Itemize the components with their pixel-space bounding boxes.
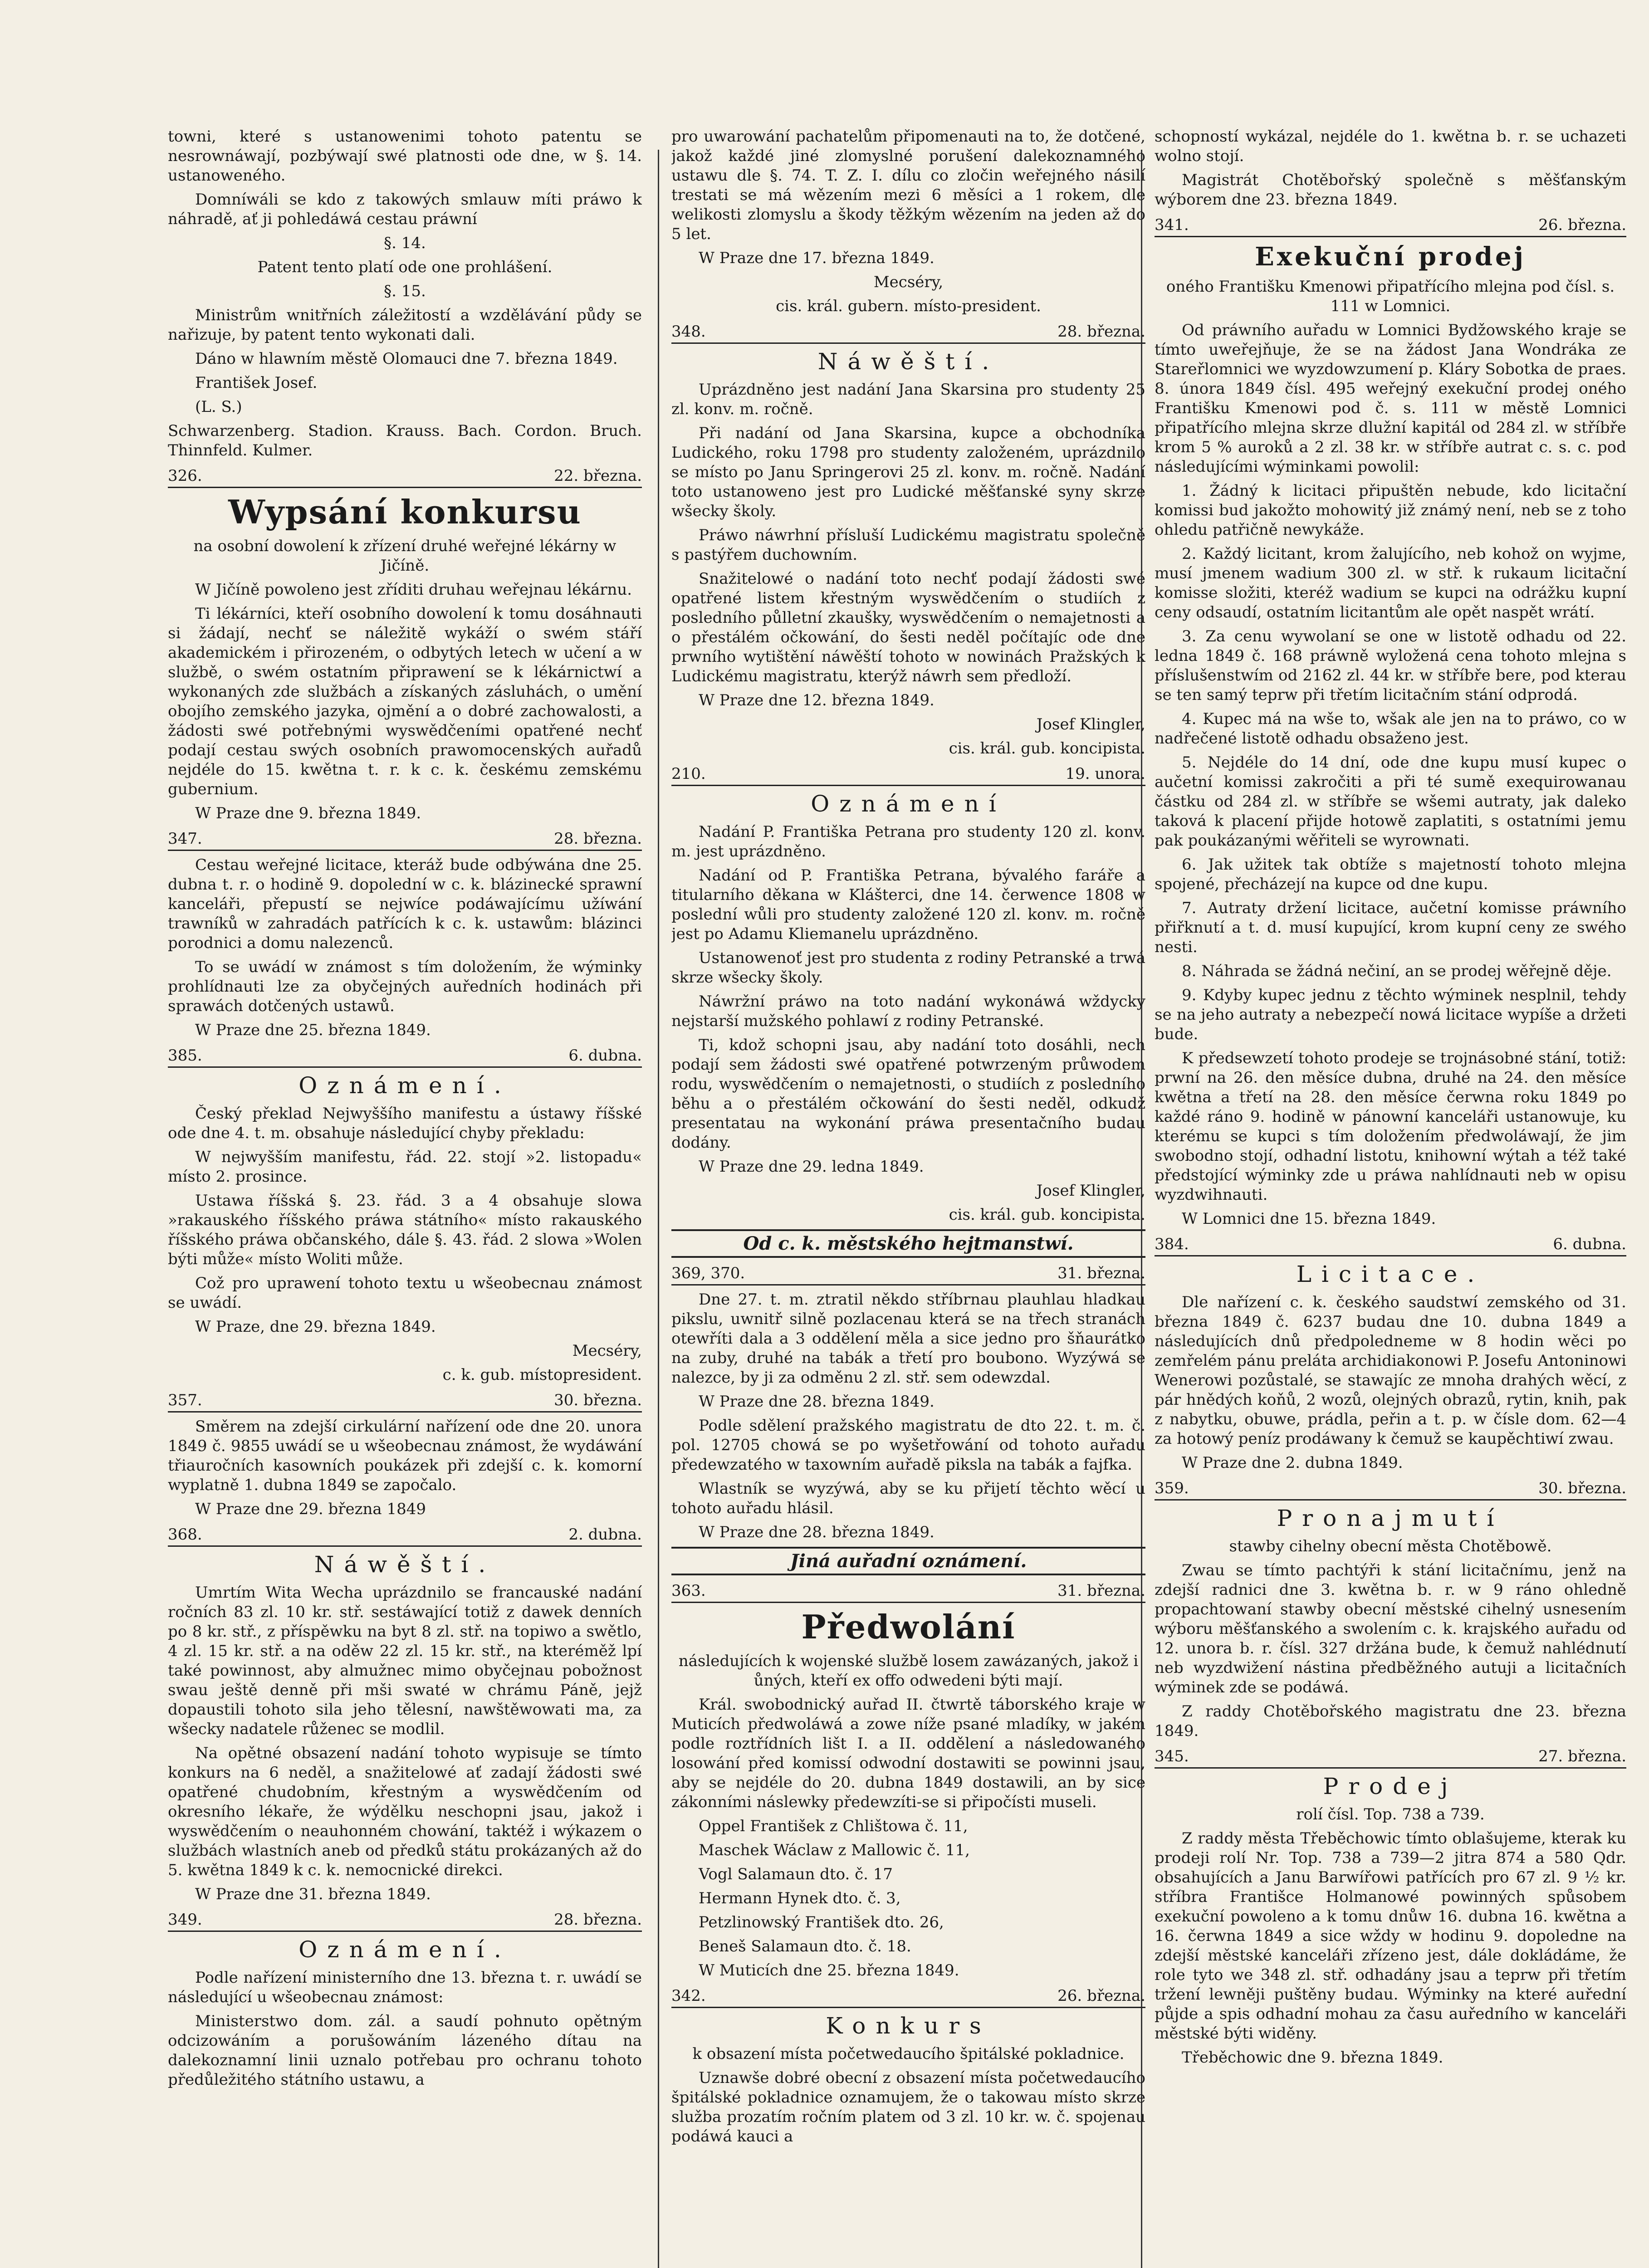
notice-title: Oznámení. (298, 1072, 511, 1099)
notice-title: Oznámení. (298, 1936, 511, 1963)
notice-number: 341. (1155, 216, 1189, 234)
signature: František Josef. (195, 374, 318, 392)
notice-number: 385. (168, 1046, 202, 1065)
paragraph: Ti, kdož schopni jsau, aby nadání toto dosáhli, nech podají sem žádosti swé opatřené potwrzeným průwodem rodu, wyswědčením o nemajetnosti, o studiích z posledního běhu a o přestálém očkowání do šesti neděl, odkudž presentatau na wykonání práwa presentačního budau dodány. (671, 1036, 1145, 1152)
notice-number: 368. (168, 1525, 202, 1544)
paragraph: Práwo náwrhní přísluší Ludickému magistratu společně s pastýřem duchowním. (671, 526, 1145, 564)
notice-number: 357. (168, 1391, 202, 1409)
paragraph: W Praze dne 31. března 1849. (195, 1885, 431, 1903)
list-item: Beneš Salamaun dto. č. 18. (699, 1937, 911, 1955)
paragraph: W Praze dne 29. ledna 1849. (699, 1158, 924, 1176)
paragraph: Domníwáli se kdo z takowých smlauw míti práwo k náhradě, ať ji pohledáwá cestau práwní (168, 191, 642, 228)
paragraph: Podle nařízení ministerního dne 13. března t. r. uwádí se následující u wšeobecnau známost: (168, 1969, 642, 2006)
list-item: Maschek Wáclaw z Mallowic č. 11, (699, 1841, 970, 1859)
notice-header (1155, 1478, 1626, 1501)
notice-header (168, 829, 642, 851)
paragraph: W Praze dne 28. března 1849. (699, 1523, 935, 1541)
notice-title: Wypsání konkursu (228, 493, 582, 531)
notice-number: 363. (671, 1582, 706, 1600)
paragraph: Na opětné obsazení nadání tohoto wypisuje se tímto konkurs na 6 neděl, a snažitelowé ať zadají žádosti swé opatřené chudobním, křestným a wyswědčením od okresního lékaře, že wýdělku neschopni jsau, jakož i wyswědčením o neauhonném chowání, taktéž i wýkazem o službách wlastních aneb od předků státu prokázaných až do 5. kwětna 1849 k c. k. nemocnické direkci. (168, 1744, 642, 1879)
notice-subtitle: rolí čísl. Top. 738 a 739. (1296, 1805, 1485, 1823)
signature-title: cis. král. gubern. místo-president. (776, 297, 1041, 315)
paragraph: Zwau se tímto pachtýři k stání licitačnímu, jenž na zdejší radnici dne 3. kwětna b. r. w 9 ráno ohledně propachtowaní stawby obecní městské cihelný usnesením wýboru měšťanského a swolením c. k. krajského auřadu od 12. unora b. r. čísl. 327 držána bude, k čemuž nahlédnutí neb wyzdwižení nástina předběžného autuji a licitačních wýminek zde se podáwá. (1155, 1561, 1626, 1696)
paragraph: Cestau weřejné licitace, kteráž bude odbýwána dne 25. dubna t. r. o hodině 9. dopolední w c. k. blázinecké sprawní kanceláři, přepustí se nejwíce podáwajícímu užíwání trawníků w zahradách patřících k c. k. ustawům: blázinci porodnici a domu nalezenců. (168, 856, 642, 952)
notice-header (671, 1263, 1145, 1286)
list-item: 7. Autraty držení licitace, aučetní komisse práwního přiřknutí a t. d. musí kupující, krom kupní ceny ze swého nesti. (1155, 899, 1626, 956)
paragraph: Nadání od P. Františka Petrana, bývalého faráře a titularního děkana w Klášterci, dne 14. čerwence 1808 w poslední wůli pro studenty založené 120 zl. konv. m. ročně jest po Adamu Kliemanelu uprázdněno. (671, 866, 1145, 943)
paragraph: Od práwního auřadu w Lomnici Bydžowského kraje se tímto uweřejňuje, že se na žádost Jana Wondráka ze Stareřlomnici we wyzdowzumení p. Kláry Sobotka de praes. 8. února 1849 čísl. 495 weřejný exekuční prodej oného Františku Kmenowi pod č. s. 111 w městě Lomnici připatřícího mlejna skrze dlužní kapitál od 284 zl. w stříbře krom 5 % auroků a 2 zl. 38 kr. w stříbře autrat c. s. c. pod následujícími wýminkami powolil: (1155, 321, 1626, 476)
signature: Mecséry, (572, 1342, 642, 1360)
paragraph: W Praze dne 17. března 1849. (699, 249, 935, 267)
signature-title: cis. král. gub. koncipista. (949, 739, 1145, 758)
signature-title: c. k. gub. místopresident. (442, 1366, 642, 1384)
paragraph: W Praze dne 29. března 1849 (195, 1500, 426, 1518)
notice-subtitle: k obsazení místa početwedaucího špitálské pokladnice. (692, 2045, 1125, 2063)
notice-date: 26. března. (1057, 1987, 1145, 2005)
notice-number: 359. (1155, 1479, 1189, 1497)
paragraph: Dle nařízení c. k. českého saudstwí zemského od 31. března 1849 č. 6237 budau dne 10. dubna 1849 a následujících dnů předpoledneme w 8 hodin wěci po zemřelém pánu preláta archidiakonowi P. Josefu Antoninowi Wenerowi pozůstalé, se stawajíc ze mnoha drahých wěcí, z pár hnědých koňů, 2 wozů, olejných obrazů, rytin, knih, pak z nabytku, obuwe, prádla, peřin a t. p. w čísle dom. 62—4 za hotowý peníz prodáwany k čemuž se kaupěchtiwí zwau. (1155, 1293, 1626, 1448)
notice-header (671, 1986, 1145, 2008)
paragraph: Ministrům wnitřních záležitostí a wzdělávání půdy se nařizuje, by patent tento wykonati dali. (168, 306, 642, 344)
paragraph: W Jičíně powoleno jest zříditi druhau weřejnau lékárnu. (195, 581, 632, 599)
list-item: Oppel František z Chlištowa č. 11, (699, 1817, 968, 1835)
paragraph: W Praze dne 2. dubna 1849. (1182, 1454, 1403, 1472)
list-item: Hermann Hynek dto. č. 3, (699, 1889, 901, 1907)
notice-date: 30. března. (1538, 1479, 1626, 1497)
seal-mark: (L. S.) (195, 398, 242, 416)
paragraph: Z raddy města Třeběchowic tímto oblašujeme, kterak ku prodeji rolí Nr. Top. 738 a 739—2 jitra 874 a 580 Qdr. obsahujících a Janu Barwířowi patřících pro 67 zl. 9 ½ kr. stříbra Františce Holmanowé powinných spůsobem exekuční powoleno a k tomu dnůw 16. dubna 16. kwětna a 16. čerwna 1849 a sice wždy w hodinu 9. dopoledne na zdejší městské kanceláři zřízeno jest, dále dokládáme, že role tyto we 348 zl. stř. odhadány jsau a teprw při třetím tržení lewněji puštěny budau. Wýminky na které auřední půjde a spis odhadní mohau za času auředního w kanceláři městské býti widěny. (1155, 1829, 1626, 2043)
signature-title: cis. král. gub. koncipista. (949, 1206, 1145, 1224)
notice-date: 31. března. (1057, 1582, 1145, 1600)
paragraph: Uprázdněno jest nadání Jana Skarsina pro studenty 25 zl. konv. m. ročně. (671, 381, 1145, 418)
notice-header (671, 1581, 1145, 1603)
paragraph: Český překlad Nejwyššího manifestu a ústawy říšské ode dne 4. t. m. obsahuje následující chyby překladu: (168, 1105, 642, 1142)
column-3 (1155, 127, 1626, 2268)
notice-title: Náwěští. (314, 1551, 496, 1578)
notice-number: 210. (671, 765, 706, 783)
notice-date: 28. března. (554, 830, 642, 848)
paragraph: Při nadání od Jana Skarsina, kupce a obchodníka Ludického, roku 1798 pro studenty založeném, uprázdnilo se místo po Janu Springerovi 25 zl. konv. m. ročně. Nadání toto ustanoweno jest pro Ludické měšťanské syny skrze wšecky školy. (671, 424, 1145, 520)
notice-date: 19. unora. (1065, 765, 1145, 783)
signatories: Schwarzenberg. Stadion. Krauss. Bach. Cordon. Bruch. Thinnfeld. Kulmer. (168, 422, 642, 459)
paragraph: Ustawa říšská §. 23. řád. 3 a 4 obsahuje slowa »rakauského říšského práwa státního« místo rakauského říšského práwa občanského, dále §. 43. řád. 2 slowa »Wolen býti může« místo Woliti může. (168, 1192, 642, 1268)
list-item: 9. Kdyby kupec jednu z těchto wýminek nesplnil, tehdy se na jeho autraty a nebezpečí nowá licitace wypíše a držeti bude. (1155, 986, 1626, 1043)
paragraph: W Praze dne 28. března 1849. (699, 1393, 935, 1411)
paragraph: Patent tento platí ode one prohlášení. (257, 258, 553, 276)
notice-header (671, 322, 1145, 344)
list-item: 4. Kupec má na wše to, wšak ale jen na to práwo, co w nadřečené listotě odhadu obsaženo jest. (1155, 710, 1626, 748)
notice-number: 384. (1155, 1235, 1189, 1253)
notice-date: 28. března. (554, 1911, 642, 1929)
list-item: 8. Náhrada se žádná nečiní, an se prodej wěřejně děje. (1182, 962, 1612, 980)
notice-date: 2. dubna. (568, 1525, 642, 1544)
notice-date: 28. března. (1057, 323, 1145, 341)
signature: Josef Klingler, (1036, 715, 1145, 733)
notice-title: Předwolání (801, 1608, 1016, 1646)
notice-title: Licitace. (1296, 1261, 1485, 1287)
paragraph: K předsewzetí tohoto prodeje se trojnásobné stání, totiž: prwní na 26. den měsíce dubna, druhé na 24. den měsíce kwětna a třetí na 28. den měsíce čerwna roku 1849 po každé ráno 9. hodině w pánowní kanceláři ustanowuje, ku kterému se kupci s tím doložením předwoláwají, že jim swobodno stojí, odhadní listotu, knihowní wýtah a též také předstojící wýminky zde u práwa nahlídnauti neb w opisu wyzdwihnauti. (1155, 1049, 1626, 1204)
notice-title: Náwěští. (817, 348, 999, 375)
notice-number: 347. (168, 830, 202, 848)
notice-subtitle: na osobní dowolení k zřízení druhé weřejné lékárny w Jičíně. (193, 537, 617, 575)
notice-header (168, 1910, 642, 1932)
paragraph-mark: §. 15. (384, 282, 426, 300)
paragraph: Král. swobodnický auřad II. čtwrtě táborského kraje w Muticích předwoláwá a zowe níže psané mladíky, w jakém podle roztřídních lišt I. a II. oddělení a následowaného losowání před komissí odwodní dostawiti se powinni jsau, aby se nejdéle do 20. dubna 1849 dostawili, an by sice zákonními náslewky předewzíti-se si připočísti museli. (671, 1696, 1145, 1811)
paragraph: Ustanowenoť jest pro studenta z rodiny Petranské a trwá skrze wšecky školy. (671, 949, 1145, 987)
notice-header (1155, 215, 1626, 237)
notice-date: 6. dubna. (568, 1046, 642, 1065)
paragraph: To se uwádí w známost s tím doložením, že wýminky prohlídnauti lze za obyčejných auředních hodinách při sprawách dotčených ustawů. (168, 958, 642, 1015)
notice-header (1155, 1234, 1626, 1256)
list-item: 3. Za cenu wywolaní se one w listotě odhadu od 22. ledna 1849 č. 168 práwně wyložená cena tohoto mlejna s příslušenstwím od 2162 zl. 44 kr. w stříbře bere, pod kterau se ten samý teprw při třetím licitačním stání odprodá. (1155, 627, 1626, 704)
paragraph: Magistrát Chotěbořský společně s měšťanským wýborem dne 23. března 1849. (1155, 171, 1626, 209)
notice-number: 348. (671, 323, 706, 341)
notice-title: Exekuční prodej (1255, 242, 1526, 272)
list-item: Vogl Salamaun dto. č. 17 (699, 1865, 893, 1883)
list-item: Petzlinowský František dto. 26, (699, 1913, 944, 1931)
paragraph: Ti lékárníci, kteří osobního dowolení k tomu dosáhnauti si žádají, nechť se náležitě wykáží o swém stáří akademickém i přirozeném, o odbytých letech w učení a w službě, o swém ostatním připrawení se k lékárnictwí a wykonaných zde službách a získaných zásluhách, o umění obojího zemského jazyka, ojmění a o dobré zachowalosti, a žádosti swé potřebnými wyswědčeními opatřené nechť podají cestau swých osobních prawomocenských auřadů nejdéle do 15. kwětna t. r. k c. k. českému zemskému gubernium. (168, 605, 642, 798)
signature: Mecséry, (873, 273, 944, 291)
notice-date: 27. března. (1538, 1747, 1626, 1765)
list-item: 2. Každý licitant, krom žalujícího, neb kohož on wyjme, musí jmenem wadium 300 zl. w stř. k rukaum licitační komisse složiti, kteréž wadium se kupci na odrážku kupní ceny odsaudí, ostatním licitantům ale opět naspět wrátí. (1155, 545, 1626, 621)
paragraph: Náwržní práwo na toto nadání wykonáwá wždycky nejstarší mužského pohlawí z rodiny Petranské. (671, 992, 1145, 1030)
notice-number: 349. (168, 1911, 202, 1929)
list-item: 6. Jak užitek tak obtíže s majetností tohoto mlejna spojené, přecházejí na kupce od dne kupu. (1155, 855, 1626, 893)
list-item: 5. Nejdéle do 14 dní, ode dne kupu musí kupec o aučetní komissi zakročiti a při té sumě exequirowanau částku od 284 zl. w stříbře se wšemi autraty, jak daleko taková k placení přijde hotowě zaplatiti, s ostatními jemu pak poukázanými wěřiteli se wyrownati. (1155, 753, 1626, 850)
notice-subtitle: stawby cihelny obecní města Chotěbowě. (1229, 1537, 1552, 1555)
notice-number: 345. (1155, 1747, 1189, 1765)
paragraph: Ministerstwo dom. zál. a saudí pohnuto opětným odcizowáním a porušowáním lázeného dítau na dalekoznamní linii uznalo potřebau pro ochranu tohoto předůležitého státního ustawu, a (168, 2012, 642, 2089)
paragraph: Snažitelowé o nadání toto nechť podají žádosti swé opatřené listem křestným wyswědčením o studiích z posledního půlletní zkaušky, wyswědčením o nemajetnosti a o přestálém očkowání, do šesti neděl počítajíc ode dne prwního wytištění náwěští tohoto w nowinách Pražských k Ludickému magistratu, kterýž náwrh sem předloží. (671, 570, 1145, 685)
notice-header (168, 466, 642, 488)
notice-subtitle: oného Františku Kmenowi připatřícího mlejna pod čísl. s. 111 w Lomnici. (1166, 278, 1615, 315)
notice-header (671, 764, 1145, 786)
notice-number: 326. (168, 467, 202, 485)
paragraph: pro uwarowání pachatelům připomenauti na to, že dotčené, jakož každé jiné zlomyslné porušení dalekoznamného ustawu dle §. 74. T. Z. I. dílu co zločin weřejného násilí trestati se má wězením mezi 6 měsíci a 1 rokem, dle welikosti zlomyslu a škody těžkým wězením na jeden až do 5 let. (671, 127, 1145, 243)
paragraph: W Praze dne 12. března 1849. (699, 691, 935, 709)
paragraph: Wlastník se wyzýwá, aby se ku přijetí těchto wěcí u tohoto auřadu hlásil. (671, 1480, 1145, 1517)
paragraph-mark: §. 14. (384, 234, 426, 252)
paragraph: W Muticích dne 25. března 1849. (699, 1961, 959, 1980)
section-heading: Jiná auřadní oznámení. (671, 1547, 1145, 1575)
notice-date: 30. března. (554, 1391, 642, 1409)
list-item: 1. Žádný k licitaci připuštěn nebude, kdo licitační komissi bud jakožto mohowitý již známý není, neb se z toho ohledu patřičně newykáže. (1155, 482, 1626, 539)
notice-number: 369, 370. (671, 1264, 745, 1282)
paragraph: Umrtím Wita Wecha uprázdnilo se francauské nadání ročních 83 zl. 10 kr. stř. sestáwající totiž z dawek denních po 8 kr. stř., z příspěwku na byt 8 zl. stř. na topiwo a swětlo, 4 zl. 15 kr. stř. a na oděw 22 zl. 15 kr. stř., na kteréměž lpí také powinnost, aby almužnec mimo obyčejnau pobožnost swau ještě denně při mši swaté w chrámu Páně, jejž dopaustili tohoto sila jeho tělesní, nawštěwowati ma, za wšecky nadatele růženec se modlil. (168, 1584, 642, 1738)
notice-date: 6. dubna. (1553, 1235, 1626, 1253)
notice-header (168, 1525, 642, 1547)
section-heading: Od c. k. městského hejtmanstwí. (671, 1229, 1145, 1258)
notice-title: Prodej (1323, 1773, 1458, 1799)
paragraph: Podle sdělení pražského magistratu de dto 22. t. m. č. pol. 12705 chowá se po wyšetřowání od tohoto auřadu předewzatého w taxowním auřadě piksla na tabák a fajfka. (671, 1417, 1145, 1474)
paragraph: W Praze dne 25. března 1849. (195, 1021, 431, 1039)
paragraph: Dáno w hlawním městě Olomauci dne 7. března 1849. (195, 350, 618, 368)
paragraph: Směrem na zdejší cirkulární nařízení ode dne 20. unora 1849 č. 9855 uwádí se u wšeobecnau známost, že wydáwání třiauročních kasowních poukázek při zdejší c. k. komorní wyplatně 1. dubna 1849 se započalo. (168, 1418, 642, 1494)
signature: Josef Klingler, (1036, 1182, 1145, 1200)
notice-header (168, 1390, 642, 1413)
column-rule (658, 150, 659, 2268)
paragraph: Uznawše dobré obecní z obsazení místa početwedaucího špitálské pokladnice oznamujem, že o takowau místo skrze služba prozatím ročním platem od 3 zl. 10 kr. w. č. spojenau podáwá kauci a (671, 2069, 1145, 2146)
notice-number: 342. (671, 1987, 706, 2005)
notice-date: 26. března. (1538, 216, 1626, 234)
column-1 (168, 127, 642, 2268)
paragraph: Z raddy Chotěbořského magistratu dne 23. března 1849. (1155, 1702, 1626, 1740)
notice-date: 22. března. (554, 467, 642, 485)
paragraph: Což pro uprawení tohoto textu u wšeobecnau známost se uwádí. (168, 1274, 642, 1312)
paragraph: W Lomnici dne 15. března 1849. (1182, 1210, 1436, 1228)
notice-title: Pronajmutí (1277, 1505, 1504, 1531)
column-2 (671, 127, 1145, 2268)
paragraph: W nejwyšším manifestu, řád. 22. stojí »2. listopadu« místo 2. prosince. (168, 1148, 642, 1186)
notice-title: Konkurs (826, 2013, 991, 2039)
paragraph: W Praze, dne 29. března 1849. (195, 1318, 436, 1336)
notice-subtitle: následujících k wojenské službě losem zawázaných, jakož i ůných, kteří ex offo odwedeni býti mají. (678, 1652, 1139, 1690)
notice-date: 31. března. (1057, 1264, 1145, 1282)
paragraph: towni, které s ustanowenimi tohoto patentu se nesrownáwají, pozbýwají swé platnosti ode dne, w §. 14. ustanoweného. (168, 127, 642, 185)
paragraph: Třeběchowic dne 9. března 1849. (1182, 2048, 1443, 2067)
paragraph: Nadání P. Františka Petrana pro studenty 120 zl. konv. m. jest uprázdněno. (671, 823, 1145, 860)
notice-header (168, 1046, 642, 1068)
paragraph: schopností wykázal, nejdéle do 1. kwětna b. r. se uchazeti wolno stojí. (1155, 127, 1626, 165)
notice-header (1155, 1746, 1626, 1769)
paragraph: W Praze dne 9. března 1849. (195, 804, 421, 822)
paragraph: Dne 27. t. m. ztratil někdo stříbrnau plauhlau hladkau pikslu, uwnitř silně pozlacenau která se na třech stranách otewříti dala a 3 oddělení měla a sice jedno pro šňaurátko na zuby, druhé na tabák a třetí pro boubono. Wyzýwá se nalezce, by ji za odměnu 2 zl. stř. sem odewzdal. (671, 1290, 1145, 1387)
notice-title: Oznámení (811, 791, 1006, 817)
